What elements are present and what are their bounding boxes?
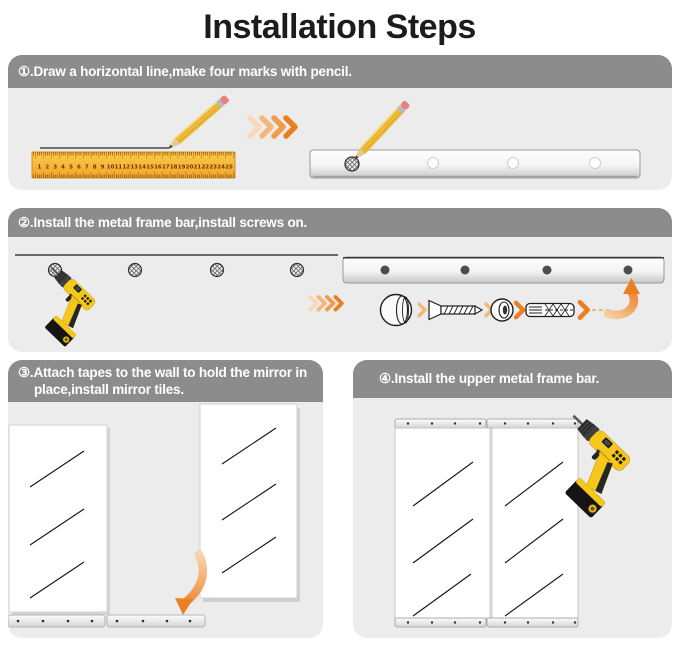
chevron-right-icon <box>419 304 425 316</box>
mirror-tile-icon <box>200 404 300 602</box>
screw-cap-icon <box>381 295 412 326</box>
svg-text:4: 4 <box>61 164 66 171</box>
svg-text:1: 1 <box>37 164 42 171</box>
washer-icon <box>491 299 513 321</box>
curved-arrow-up-icon <box>608 278 640 315</box>
mirror-tile-icon <box>9 425 110 615</box>
step2-panel <box>8 208 672 352</box>
metal-frame-bar-icon <box>8 615 205 627</box>
svg-text:16: 16 <box>154 164 162 171</box>
step1-illustration <box>8 88 672 190</box>
upper-metal-frame-bar-icon <box>395 419 578 428</box>
chevron-right-icon <box>516 303 523 317</box>
triple-chevron-right-icon <box>310 297 342 310</box>
step4-svg <box>353 398 672 638</box>
svg-text:3: 3 <box>53 164 58 171</box>
step4-header: ④.Install the upper metal frame bar. <box>353 360 672 398</box>
svg-text:9: 9 <box>100 164 105 171</box>
mirror-tile-icon <box>492 428 578 618</box>
svg-text:24: 24 <box>217 164 225 171</box>
svg-text:7: 7 <box>84 164 89 171</box>
metal-frame-bar-icon <box>343 257 664 283</box>
svg-text:19: 19 <box>177 164 186 171</box>
chevron-right-icon <box>580 302 588 317</box>
step2-illustration <box>8 237 672 352</box>
step2-header: ②.Install the metal frame bar,install screws on. <box>8 208 672 237</box>
svg-text:5: 5 <box>69 164 73 171</box>
step1-panel <box>8 55 672 190</box>
step3-svg <box>8 402 323 638</box>
svg-text:21: 21 <box>193 164 202 171</box>
bar-screw <box>624 266 633 275</box>
step1-header: ①.Draw a horizontal line,make four marks with pencil. <box>8 55 672 88</box>
bar-screw <box>461 266 470 275</box>
page-title: Installation Steps <box>203 8 476 46</box>
pencil-mark <box>345 157 359 171</box>
svg-text:11: 11 <box>114 164 123 171</box>
svg-text:17: 17 <box>161 164 170 171</box>
svg-text:15: 15 <box>146 164 154 171</box>
power-drill-icon <box>18 262 103 347</box>
svg-text:8: 8 <box>92 164 97 171</box>
pencil-marks <box>49 264 304 277</box>
svg-text:10: 10 <box>106 164 115 171</box>
step1-svg <box>8 88 672 190</box>
svg-text:23: 23 <box>209 164 218 171</box>
svg-text:6: 6 <box>76 164 81 171</box>
curved-arrow-down-icon <box>175 554 203 615</box>
wall-anchor-icon <box>526 304 574 317</box>
lower-metal-frame-bar-icon <box>395 618 578 627</box>
step4-panel <box>353 360 672 638</box>
pencil-icon <box>165 95 229 152</box>
bar-hole <box>428 158 439 169</box>
mirror-tile-icon <box>395 428 490 618</box>
ruler-icon <box>32 152 235 178</box>
triple-chevron-right-icon <box>250 118 295 136</box>
bar-screw <box>381 266 390 275</box>
step3-illustration <box>8 402 323 638</box>
svg-text:2: 2 <box>45 164 50 171</box>
svg-text:22: 22 <box>201 164 210 171</box>
bar-hole <box>590 158 601 169</box>
bar-screw <box>543 266 552 275</box>
screw-icon <box>429 301 482 320</box>
svg-text:25: 25 <box>225 164 233 171</box>
step4-illustration <box>353 398 672 638</box>
svg-text:18: 18 <box>169 164 178 171</box>
svg-text:13: 13 <box>130 164 139 171</box>
step2-svg <box>8 237 672 352</box>
svg-text:14: 14 <box>138 164 146 171</box>
svg-text:20: 20 <box>185 164 194 171</box>
svg-text:12: 12 <box>122 164 131 171</box>
step3-header: ③.Attach tapes to the wall to hold the mirror in place,install mirror tiles. <box>8 360 323 402</box>
step3-panel <box>8 360 323 638</box>
bar-hole <box>508 158 519 169</box>
